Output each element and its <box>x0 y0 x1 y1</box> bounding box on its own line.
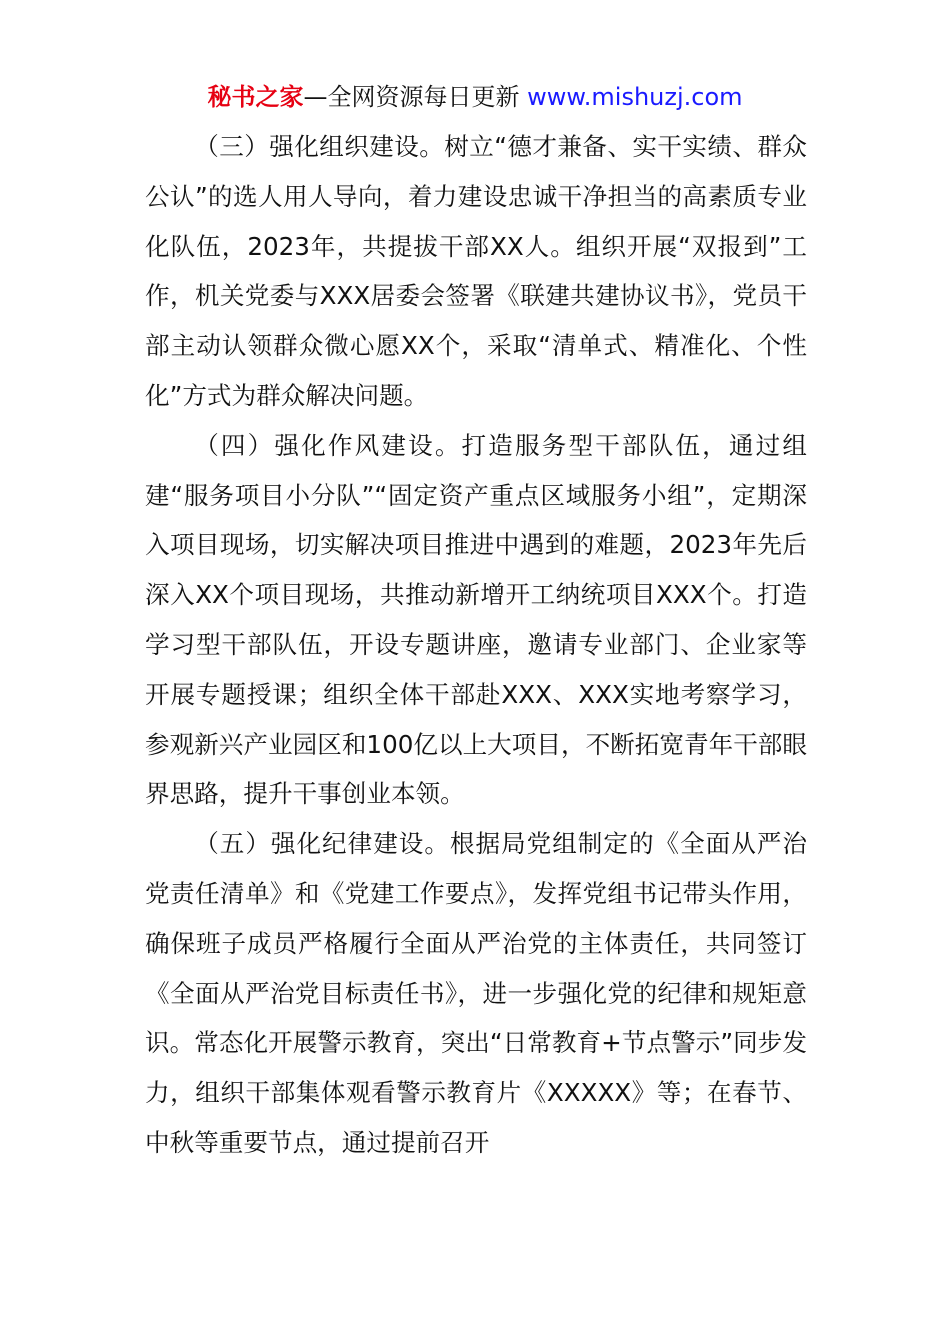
site-tagline: —全网资源每日更新 <box>303 83 528 111</box>
site-url-link[interactable]: www.mishuzj.com <box>527 83 743 111</box>
site-brand: 秘书之家 <box>207 83 304 111</box>
paragraph-organization: （三）强化组织建设。树立“德才兼备、实干实绩、群众公认”的选人用人导向，着力建设忠诚干净担当的高素质专业化队伍，2023年，共提拔干部XX人。组织开展“双报到”工作，机关党委与XXX居委会签署《联建共建协议书》，党员干部主动认领群众微心愿XX个，采取“清单式、精准化、个性化”方式为群众解决问题。 <box>145 132 807 410</box>
paragraph-discipline: （五）强化纪律建设。根据局党组制定的《全面从严治党责任清单》和《党建工作要点》，发挥党组书记带头作用，确保班子成员严格履行全面从严治党的主体责任，共同签订《全面从严治党目标责任书》，进一步强化党的纪律和规矩意识。常态化开展警示教育，突出“日常教育+节点警示”同步发力，组织干部集体观看警示教育片《XXXXX》等；在春节、中秋等重要节点，通过提前召开 <box>145 829 807 1157</box>
paragraph-work-style: （四）强化作风建设。打造服务型干部队伍，通过组建“服务项目小分队”“固定资产重点区域服务小组”，定期深入项目现场，切实解决项目推进中遇到的难题，2023年先后深入XX个项目现场，共推动新增开工纳统项目XXX个。打造学习型干部队伍，开设专题讲座，邀请专业部门、企业家等开展专题授课；组织全体干部赴XXX、XXX实地考察学习，参观新兴产业园区和100亿以上大项目，不断拓宽青年干部眼界思路，提升干事创业本领。 <box>145 430 807 809</box>
document-body <box>145 122 807 1168</box>
site-header <box>0 80 950 114</box>
